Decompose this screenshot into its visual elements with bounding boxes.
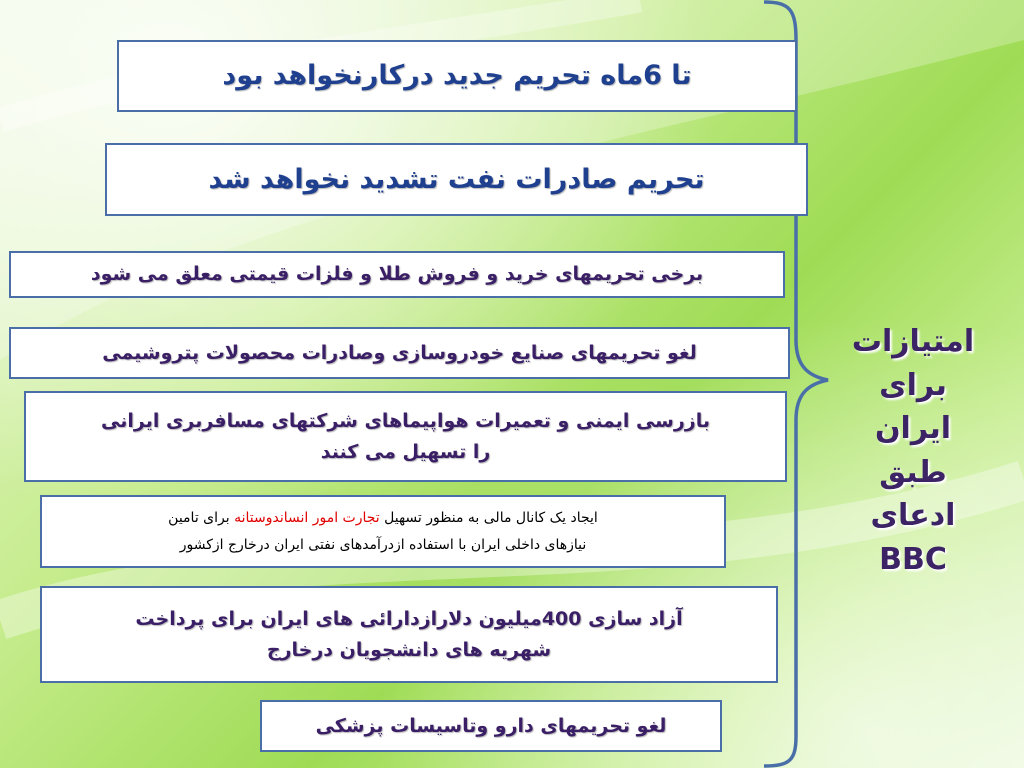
item-box-financial-channel [40,495,726,568]
item-text-line: شهریه های دانشجویان درخارج [266,638,552,661]
side-label-line: برای ایران [874,367,952,446]
item-text: لغو تحریمهای دارو وتاسیسات پزشکی [315,714,667,737]
heading-text: تحریم صادرات نفت تشدید نخواهد شد [208,163,705,195]
item-box-aviation [24,391,787,482]
item-text-line: آزاد سازی 400میلیون دلارازدارائی های ایران برای پرداخت [135,608,683,631]
item-box-auto-petrochemical [9,327,790,379]
highlighted-text: تجارت امور انساندوستانه [234,509,380,526]
item-text-line [168,505,598,532]
item-text-line: را تسهیل می کنند [320,440,491,463]
item-text: برخی تحریمهای خرید و فروش طلا و فلزات قیمتی معلق می شود [90,263,704,286]
side-label-line: طبق ادعای [870,454,956,533]
heading-box-no-new-sanctions [117,40,797,112]
item-text-line: نیازهای داخلی ایران با استفاده ازدرآمدهای نفتی ایران درخارج ازکشور [179,536,587,553]
item-text-line: بازرسی ایمنی و تعمیرات هواپیماهای شرکتهای مسافربری ایرانی [101,410,710,433]
item-box-medicine [260,700,722,752]
item-box-gold-metals [9,251,785,298]
item-text: لغو تحریمهای صنایع خودروسازی وصادرات محصولات پتروشیمی [102,341,697,364]
side-label [838,320,988,581]
heading-text: تا 6ماه تحریم جدید درکارنخواهد بود [222,60,692,92]
item-box-release-funds [40,586,778,683]
heading-box-oil-exports [105,143,808,216]
item-text-part: برای تامین [168,509,230,526]
item-text-part: ایجاد یک کانال مالی به منظور تسهیل [384,509,598,526]
side-label-line: امتیازات [851,324,975,359]
side-label-line: BBC [879,541,947,577]
